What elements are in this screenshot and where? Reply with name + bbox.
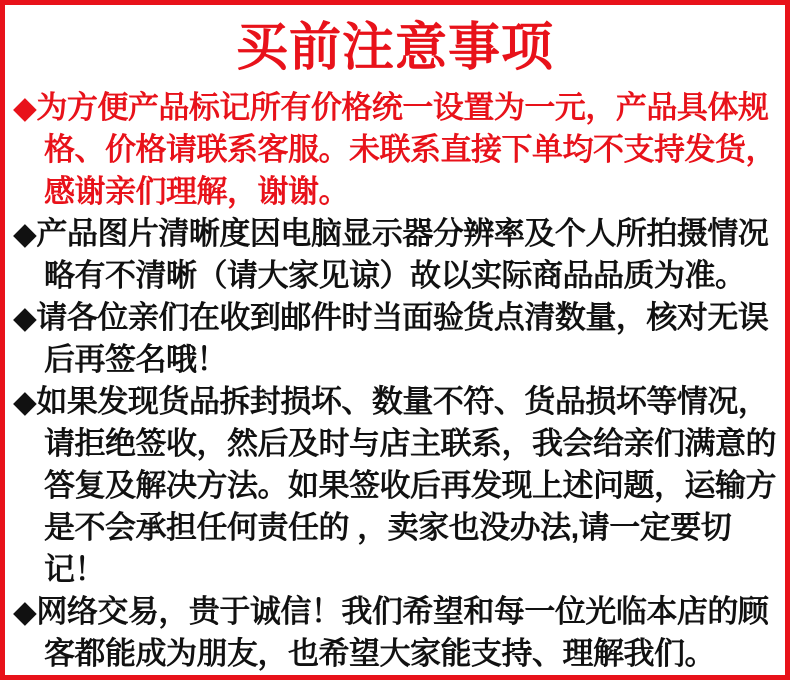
notice-item xyxy=(13,591,779,675)
diamond-bullet-icon: ◆ xyxy=(13,594,37,629)
diamond-bullet-icon: ◆ xyxy=(13,90,37,125)
diamond-bullet-icon: ◆ xyxy=(13,384,37,419)
notice-item xyxy=(13,87,779,213)
notice-item xyxy=(13,381,779,591)
notice-text: 网络交易，贵于诚信！我们希望和每一位光临本店的顾客都能成为朋友，也希望大家能支持、理解我们。 xyxy=(36,594,769,671)
notice-item xyxy=(13,213,779,297)
page-title: 买前注意事项 xyxy=(235,19,554,77)
notice-item xyxy=(13,297,779,381)
notice-text: 为方便产品标记所有价格统一设置为一元，产品具体规格、价格请联系客服。未联系直接下单均不支持发货，感谢亲们理解，谢谢。 xyxy=(36,90,776,209)
diamond-bullet-icon: ◆ xyxy=(13,300,37,335)
notice-text: 请各位亲们在收到邮件时当面验货点清数量，核对无误后再签名哦！ xyxy=(36,300,769,377)
diamond-bullet-icon: ◆ xyxy=(13,216,37,251)
notice-text: 如果发现货品拆封损坏、数量不符、货品损坏等情况，请拒绝签收，然后及时与店主联系，我会给亲们满意的答复及解决方法。如果签收后再发现上述问题，运输方是不会承担任何责任的 ，卖家也没办法,请一定要切记！ xyxy=(36,384,776,587)
notices-list xyxy=(5,87,785,675)
notice-text: 产品图片清晰度因电脑显示器分辨率及个人所拍摄情况略有不清晰（请大家见谅）故以实际商品品质为准。 xyxy=(36,216,769,293)
